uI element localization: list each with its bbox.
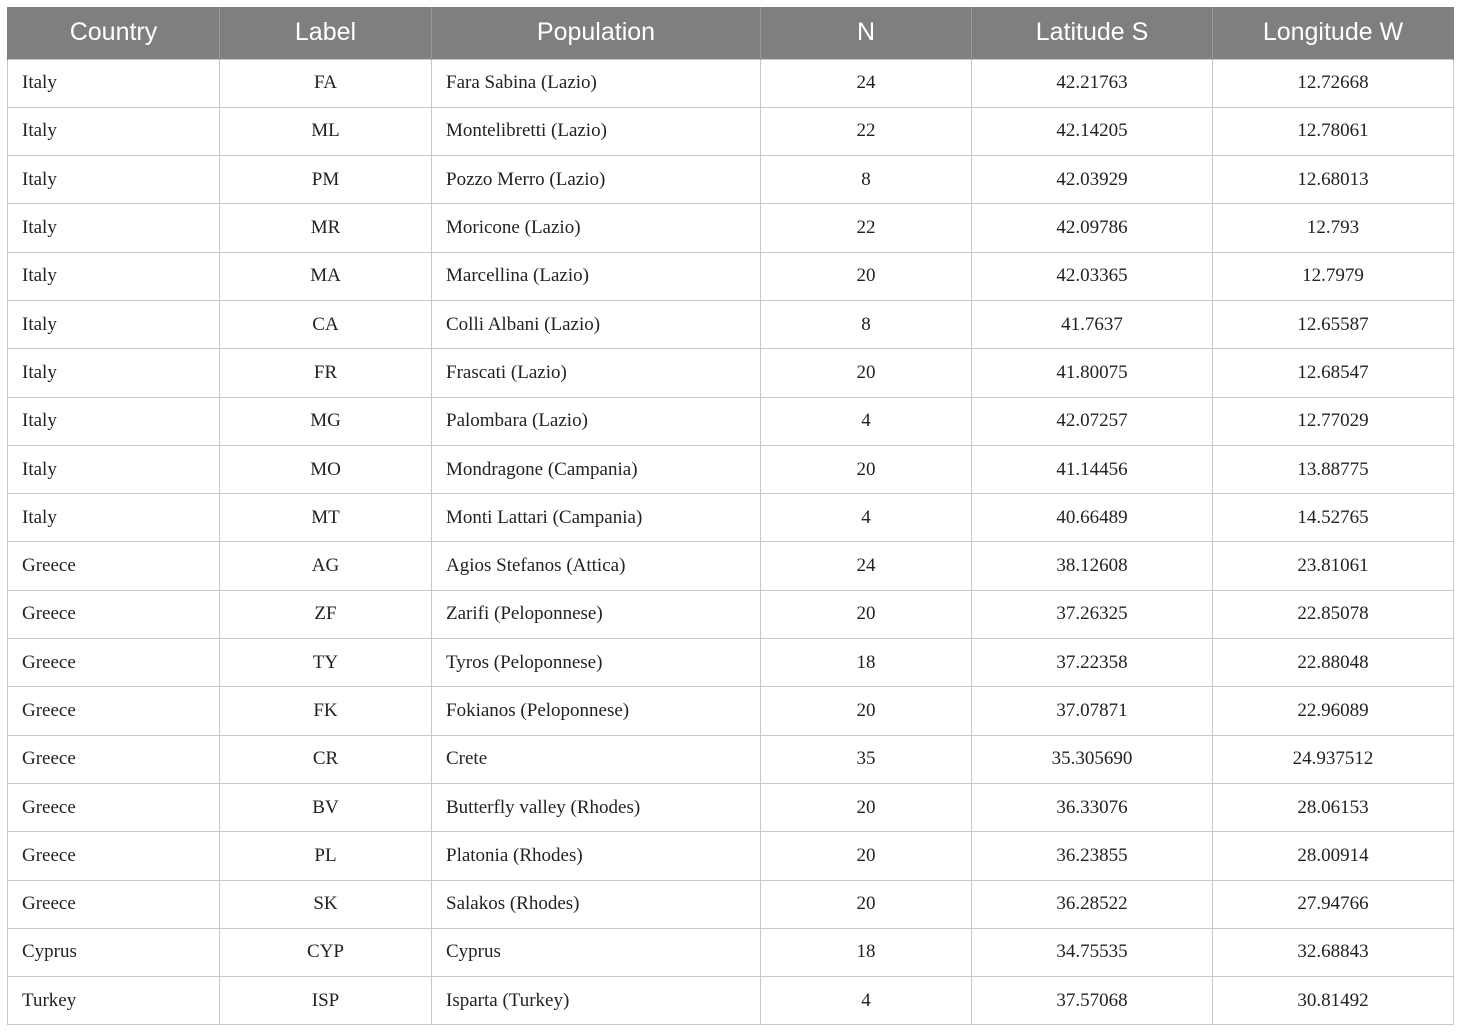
cell-longitude: 27.94766	[1213, 880, 1454, 928]
cell-population: Moricone (Lazio)	[432, 204, 761, 252]
cell-longitude: 12.68547	[1213, 349, 1454, 397]
cell-label: CYP	[220, 928, 432, 976]
cell-n: 24	[761, 542, 972, 590]
cell-label: MA	[220, 252, 432, 300]
cell-population: Colli Albani (Lazio)	[432, 300, 761, 348]
cell-latitude: 37.22358	[972, 639, 1213, 687]
table-row	[8, 542, 1454, 590]
cell-longitude: 12.65587	[1213, 300, 1454, 348]
cell-population: Montelibretti (Lazio)	[432, 107, 761, 155]
cell-country: Turkey	[8, 977, 220, 1025]
cell-longitude: 12.7979	[1213, 252, 1454, 300]
cell-label: BV	[220, 783, 432, 831]
cell-n: 20	[761, 590, 972, 638]
table-row	[8, 156, 1454, 204]
cell-longitude: 14.52765	[1213, 494, 1454, 542]
table-row	[8, 494, 1454, 542]
cell-longitude: 32.68843	[1213, 928, 1454, 976]
cell-label: TY	[220, 639, 432, 687]
cell-country: Greece	[8, 735, 220, 783]
cell-latitude: 35.305690	[972, 735, 1213, 783]
cell-latitude: 37.26325	[972, 590, 1213, 638]
cell-latitude: 42.03365	[972, 252, 1213, 300]
cell-label: CA	[220, 300, 432, 348]
cell-longitude: 28.06153	[1213, 783, 1454, 831]
cell-population: Fokianos (Peloponnese)	[432, 687, 761, 735]
cell-label: MR	[220, 204, 432, 252]
cell-latitude: 41.7637	[972, 300, 1213, 348]
cell-label: MO	[220, 445, 432, 493]
cell-label: PL	[220, 832, 432, 880]
cell-latitude: 37.07871	[972, 687, 1213, 735]
cell-latitude: 37.57068	[972, 977, 1213, 1025]
cell-latitude: 42.07257	[972, 397, 1213, 445]
cell-country: Greece	[8, 639, 220, 687]
cell-n: 18	[761, 928, 972, 976]
cell-label: ML	[220, 107, 432, 155]
cell-n: 4	[761, 494, 972, 542]
table-row	[8, 252, 1454, 300]
cell-n: 22	[761, 107, 972, 155]
cell-longitude: 30.81492	[1213, 977, 1454, 1025]
cell-population: Butterfly valley (Rhodes)	[432, 783, 761, 831]
cell-n: 20	[761, 445, 972, 493]
cell-longitude: 24.937512	[1213, 735, 1454, 783]
cell-population: Marcellina (Lazio)	[432, 252, 761, 300]
cell-country: Italy	[8, 397, 220, 445]
cell-label: MT	[220, 494, 432, 542]
table-row	[8, 639, 1454, 687]
table-row	[8, 300, 1454, 348]
cell-n: 18	[761, 639, 972, 687]
cell-n: 20	[761, 783, 972, 831]
cell-n: 20	[761, 687, 972, 735]
cell-label: PM	[220, 156, 432, 204]
cell-population: Fara Sabina (Lazio)	[432, 59, 761, 107]
cell-population: Platonia (Rhodes)	[432, 832, 761, 880]
cell-country: Italy	[8, 59, 220, 107]
cell-country: Italy	[8, 156, 220, 204]
cell-label: FK	[220, 687, 432, 735]
cell-n: 8	[761, 300, 972, 348]
column-header-longitude: Longitude W	[1213, 7, 1454, 59]
cell-latitude: 36.23855	[972, 832, 1213, 880]
table-row	[8, 445, 1454, 493]
table-body	[8, 59, 1454, 1025]
cell-country: Greece	[8, 687, 220, 735]
table-row	[8, 397, 1454, 445]
cell-population: Crete	[432, 735, 761, 783]
column-header-country: Country	[8, 7, 220, 59]
cell-country: Italy	[8, 349, 220, 397]
cell-country: Italy	[8, 445, 220, 493]
cell-country: Italy	[8, 107, 220, 155]
cell-population: Zarifi (Peloponnese)	[432, 590, 761, 638]
column-header-population: Population	[432, 7, 761, 59]
table-row	[8, 832, 1454, 880]
cell-n: 24	[761, 59, 972, 107]
cell-latitude: 36.33076	[972, 783, 1213, 831]
column-header-latitude: Latitude S	[972, 7, 1213, 59]
cell-country: Greece	[8, 880, 220, 928]
cell-latitude: 38.12608	[972, 542, 1213, 590]
cell-latitude: 40.66489	[972, 494, 1213, 542]
table-row	[8, 204, 1454, 252]
cell-label: FR	[220, 349, 432, 397]
cell-country: Greece	[8, 783, 220, 831]
cell-latitude: 41.80075	[972, 349, 1213, 397]
table-row	[8, 687, 1454, 735]
cell-latitude: 34.75535	[972, 928, 1213, 976]
table-row	[8, 59, 1454, 107]
cell-n: 22	[761, 204, 972, 252]
cell-longitude: 12.77029	[1213, 397, 1454, 445]
cell-longitude: 22.85078	[1213, 590, 1454, 638]
cell-longitude: 28.00914	[1213, 832, 1454, 880]
cell-longitude: 12.793	[1213, 204, 1454, 252]
cell-country: Italy	[8, 494, 220, 542]
cell-population: Cyprus	[432, 928, 761, 976]
table-row	[8, 107, 1454, 155]
cell-label: ZF	[220, 590, 432, 638]
column-header-n: N	[761, 7, 972, 59]
table-row	[8, 349, 1454, 397]
cell-country: Italy	[8, 300, 220, 348]
table-row	[8, 735, 1454, 783]
cell-population: Pozzo Merro (Lazio)	[432, 156, 761, 204]
table-row	[8, 783, 1454, 831]
cell-n: 20	[761, 349, 972, 397]
cell-longitude: 22.96089	[1213, 687, 1454, 735]
table-row	[8, 590, 1454, 638]
cell-label: AG	[220, 542, 432, 590]
cell-n: 20	[761, 832, 972, 880]
header-row	[8, 7, 1454, 59]
cell-country: Italy	[8, 204, 220, 252]
cell-n: 4	[761, 397, 972, 445]
column-header-label: Label	[220, 7, 432, 59]
cell-population: Frascati (Lazio)	[432, 349, 761, 397]
cell-longitude: 12.68013	[1213, 156, 1454, 204]
cell-latitude: 41.14456	[972, 445, 1213, 493]
cell-n: 8	[761, 156, 972, 204]
cell-latitude: 42.21763	[972, 59, 1213, 107]
cell-population: Mondragone (Campania)	[432, 445, 761, 493]
cell-n: 35	[761, 735, 972, 783]
cell-longitude: 22.88048	[1213, 639, 1454, 687]
cell-latitude: 36.28522	[972, 880, 1213, 928]
cell-country: Greece	[8, 590, 220, 638]
cell-country: Greece	[8, 832, 220, 880]
cell-population: Agios Stefanos (Attica)	[432, 542, 761, 590]
cell-population: Salakos (Rhodes)	[432, 880, 761, 928]
cell-population: Tyros (Peloponnese)	[432, 639, 761, 687]
cell-n: 4	[761, 977, 972, 1025]
cell-longitude: 13.88775	[1213, 445, 1454, 493]
cell-n: 20	[761, 252, 972, 300]
cell-latitude: 42.14205	[972, 107, 1213, 155]
cell-latitude: 42.09786	[972, 204, 1213, 252]
cell-country: Greece	[8, 542, 220, 590]
population-table	[7, 7, 1454, 1025]
cell-population: Monti Lattari (Campania)	[432, 494, 761, 542]
table-row	[8, 880, 1454, 928]
table-header	[8, 7, 1454, 59]
cell-country: Italy	[8, 252, 220, 300]
cell-latitude: 42.03929	[972, 156, 1213, 204]
table-row	[8, 928, 1454, 976]
cell-longitude: 12.72668	[1213, 59, 1454, 107]
cell-longitude: 12.78061	[1213, 107, 1454, 155]
cell-population: Isparta (Turkey)	[432, 977, 761, 1025]
table-row	[8, 977, 1454, 1025]
cell-label: MG	[220, 397, 432, 445]
cell-label: FA	[220, 59, 432, 107]
cell-population: Palombara (Lazio)	[432, 397, 761, 445]
cell-n: 20	[761, 880, 972, 928]
cell-longitude: 23.81061	[1213, 542, 1454, 590]
cell-label: ISP	[220, 977, 432, 1025]
cell-label: CR	[220, 735, 432, 783]
cell-label: SK	[220, 880, 432, 928]
cell-country: Cyprus	[8, 928, 220, 976]
